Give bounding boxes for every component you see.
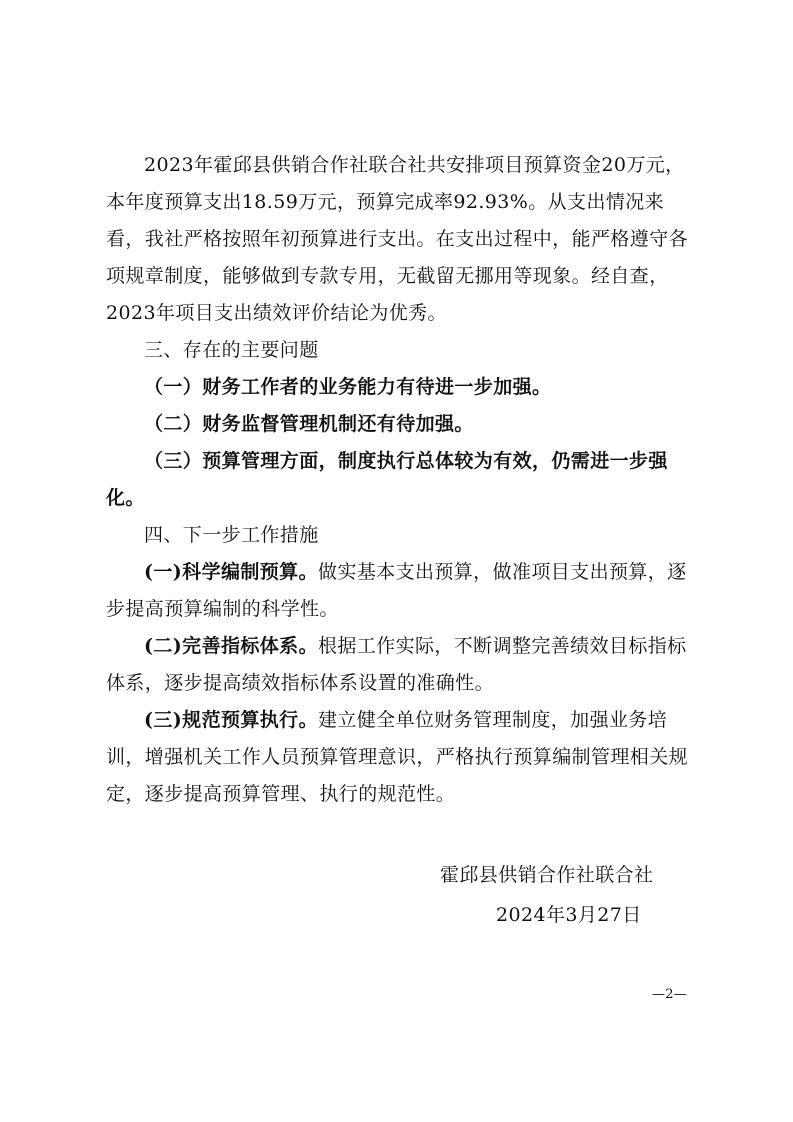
measure-item-2	[106, 628, 698, 702]
section-heading-measures: 四、下一步工作措施	[144, 524, 319, 546]
summary-paragraph: 2023年霍邱县供销合作社联合社共安排项目预算资金20万元，本年度预算支出18.59万元，预算完成率92.93%。从支出情况来看，我社严格按照年初预算进行支出。在支出过程中，能严格遵守各项规章制度，能够做到专款专用，无截留无挪用等现象。经自查，2023年项目支出绩效评价结论为优秀。	[106, 154, 689, 324]
measure-item-3	[106, 702, 698, 813]
problem-item-2: （二）财务监督管理机制还有待加强。	[144, 413, 474, 435]
measure-text-1: 做实基本支出预算，做准项目支出预算，逐步提高预算编制的科学性。	[106, 561, 687, 620]
measure-text-3: 建立健全单位财务管理制度，加强业务培训，增强机关工作人员预算管理意识，严格执行预算编制管理相关规定，逐步提高预算管理、执行的规范性。	[106, 709, 689, 805]
page-number: —2—	[652, 987, 687, 1002]
measure-title-3: (三)规范预算执行。	[144, 709, 318, 731]
section-heading-problems: 三、存在的主要问题	[144, 339, 319, 361]
document-body	[106, 147, 698, 813]
problem-item-1: （一）财务工作者的业务能力有待进一步加强。	[144, 376, 552, 398]
signature-organization: 霍邱县供销合作社联合社	[440, 864, 654, 886]
measure-item-1	[106, 554, 698, 628]
problem-item-3: （三）预算管理方面，制度执行总体较为有效，仍需进一步强化。	[106, 450, 668, 509]
measure-title-2: (二)完善指标体系。	[144, 635, 318, 657]
measure-title-1: (一)科学编制预算。	[144, 561, 318, 583]
signature-date: 2024年3月27日	[496, 904, 642, 926]
measure-text-2: 根据工作实际，不断调整完善绩效目标指标体系，逐步提高绩效指标体系设置的准确性。	[106, 635, 687, 694]
